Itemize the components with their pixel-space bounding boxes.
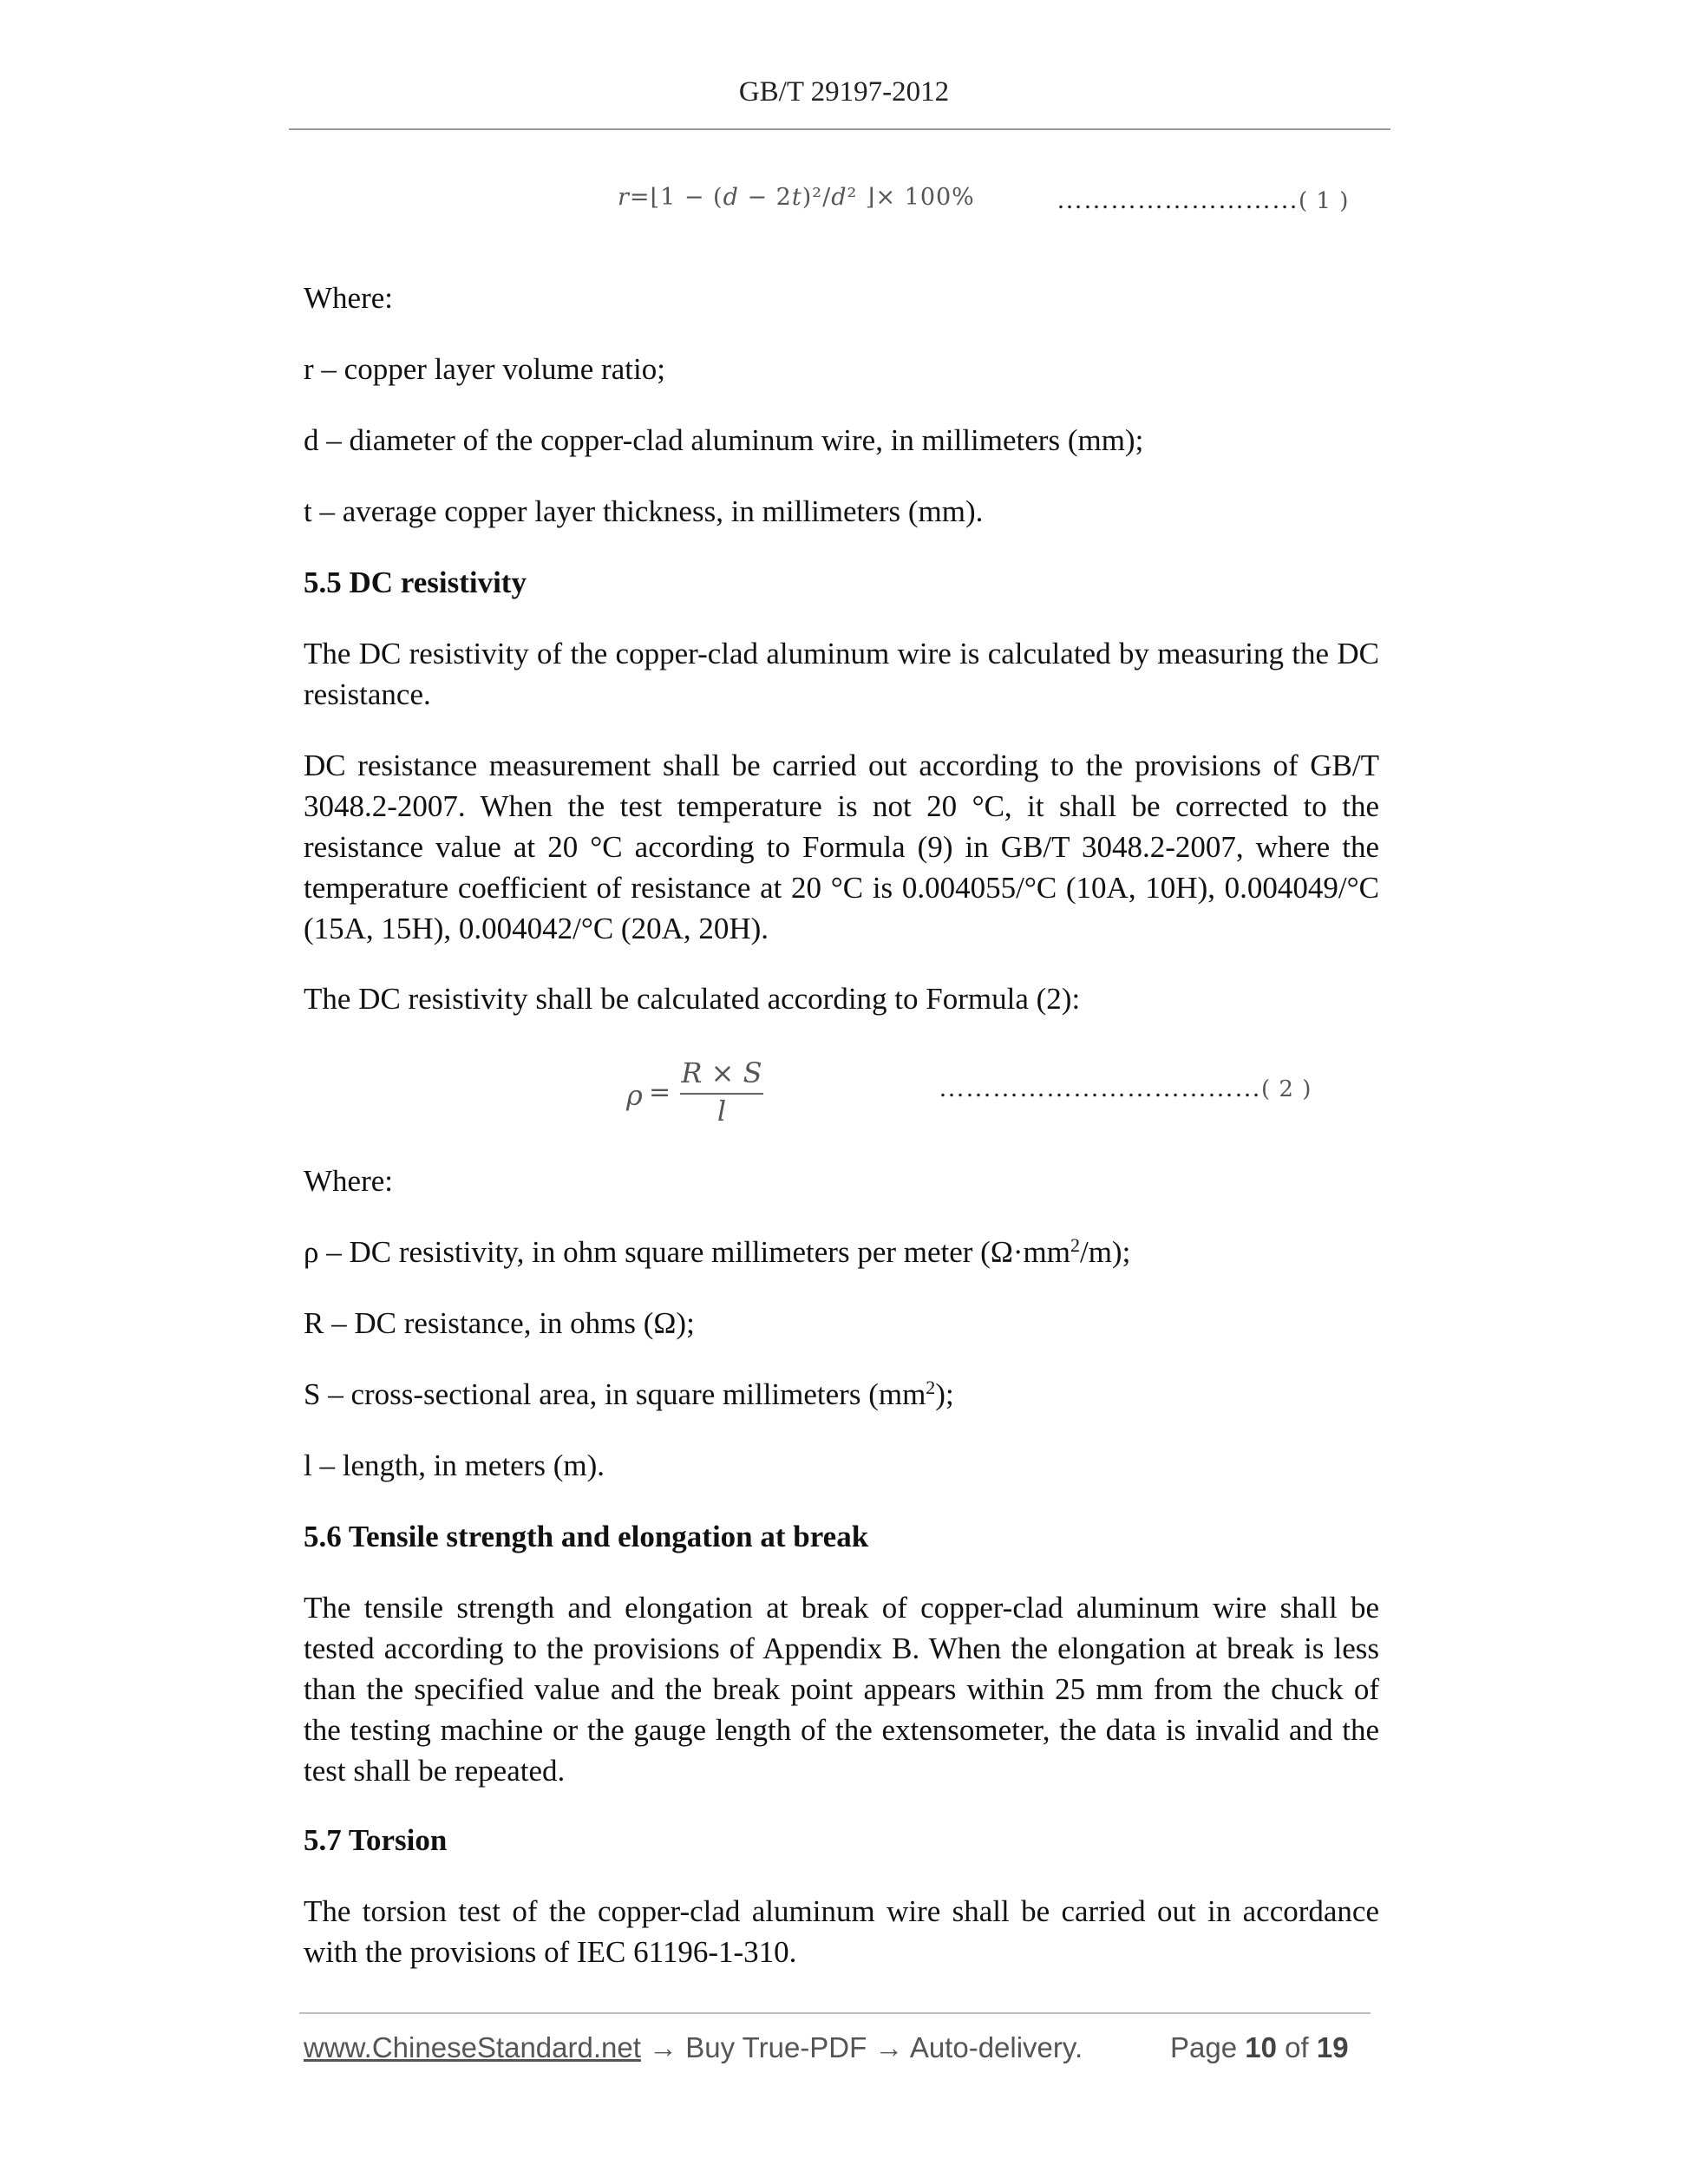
page-total: 19 xyxy=(1316,2031,1349,2063)
where-item-l: l – length, in meters (m). xyxy=(304,1448,605,1482)
formula-2-equals: = xyxy=(649,1077,671,1108)
footer-divider xyxy=(299,2012,1371,2014)
formula-1-part: / xyxy=(822,184,832,211)
page-number: 10 xyxy=(1245,2031,1277,2063)
formula-1-leader xyxy=(1057,186,1349,215)
formula-1-part: =⌊1 − ( xyxy=(629,184,723,211)
formula-1-part: ² xyxy=(812,184,823,211)
website-link[interactable]: www.ChineseStandard.net xyxy=(304,2031,641,2063)
formula-2-leader xyxy=(939,1074,1312,1103)
where-item-rho-suffix: /m); xyxy=(1079,1235,1131,1269)
formula-1-dots: ……………………… xyxy=(1057,186,1299,214)
where-item-S-suffix: ); xyxy=(935,1377,954,1411)
formula-2-lhs: ρ xyxy=(626,1079,643,1112)
where-item-rho xyxy=(304,1232,1379,1272)
formula-2-numerator: R × S xyxy=(681,1056,762,1089)
page-label: Page xyxy=(1170,2031,1238,2063)
where-item-S xyxy=(304,1374,1379,1415)
formula-2-dots: ……………………………… xyxy=(939,1074,1261,1102)
where-label: Where: xyxy=(304,281,393,315)
formula-2-denominator: l xyxy=(716,1095,727,1128)
header-divider xyxy=(289,128,1390,130)
formula-1-part: ) xyxy=(801,184,813,211)
where-item-r: r – copper layer volume ratio; xyxy=(304,352,665,386)
paragraph: The DC resistivity of the copper-clad aluminum wire is calculated by measuring the DC resistance. xyxy=(304,637,1379,711)
where-item-R: R – DC resistance, in ohms (Ω); xyxy=(304,1306,695,1340)
where-label: Where: xyxy=(304,1164,393,1198)
section-heading-5-5: 5.5 DC resistivity xyxy=(304,566,527,599)
of-label: of xyxy=(1285,2031,1309,2063)
formula-1-part: d xyxy=(723,184,739,211)
where-item-d: d – diameter of the copper-clad aluminum wire, in millimeters (mm); xyxy=(304,423,1144,457)
section-heading-5-7: 5.7 Torsion xyxy=(304,1823,448,1857)
paragraph: The torsion test of the copper-clad aluminum wire shall be carried out in accordance with the provisions of IEC 61196-1-310. xyxy=(304,1894,1379,1969)
where-item-S-text: S – cross-sectional area, in square millimeters (mm xyxy=(304,1377,926,1411)
formula-1-part: ⌋× 100% xyxy=(857,184,975,211)
where-item-t: t – average copper layer thickness, in millimeters (mm). xyxy=(304,494,984,528)
superscript: 2 xyxy=(1070,1234,1080,1256)
formula-1-lhs: r xyxy=(618,184,630,211)
formula-1-part: − 2 xyxy=(738,184,792,211)
page-indicator xyxy=(1170,2031,1349,2064)
formula-1-part: ² xyxy=(847,184,858,211)
paragraph: The tensile strength and elongation at break of copper-clad aluminum wire shall be tested according to the provisions of Appendix B. When the elongation at break is less than the specified value and the break point appears within 25 mm from the chuck of the testing machine or the gauge length of the extensometer, the data is invalid and the test shall be repeated. xyxy=(304,1591,1379,1788)
header-title: GB/T 29197-2012 xyxy=(738,76,950,108)
where-item-rho-text: ρ – DC resistivity, in ohm square millimeters per meter (Ω·mm xyxy=(304,1235,1070,1269)
footer-text: → Buy True-PDF → Auto-delivery. xyxy=(640,2031,1083,2063)
formula-1-part: d xyxy=(831,184,847,211)
section-heading-5-6: 5.6 Tensile strength and elongation at break xyxy=(304,1520,869,1553)
formula-2-number: ( 2 ) xyxy=(1261,1076,1312,1102)
formula-1-number: ( 1 ) xyxy=(1299,188,1350,214)
paragraph: DC resistance measurement shall be carried out according to the provisions of GB/T 3048.2-2007. When the test temperature is not 20 °C, it shall be corrected to the resistance value at 20 °C according to Formula (9) in GB/T 3048.2-2007, where the temperature coefficient of resistance at 20 °C is 0.004055/°C (10A, 10H), 0.004049/°C (15A, 15H), 0.004042/°C (20A, 20H). xyxy=(304,749,1379,945)
formula-1 xyxy=(618,184,975,211)
footer-left xyxy=(304,2031,1083,2064)
superscript: 2 xyxy=(926,1376,936,1398)
paragraph: The DC resistivity shall be calculated according to Formula (2): xyxy=(304,982,1081,1016)
formula-1-part: t xyxy=(791,184,802,211)
